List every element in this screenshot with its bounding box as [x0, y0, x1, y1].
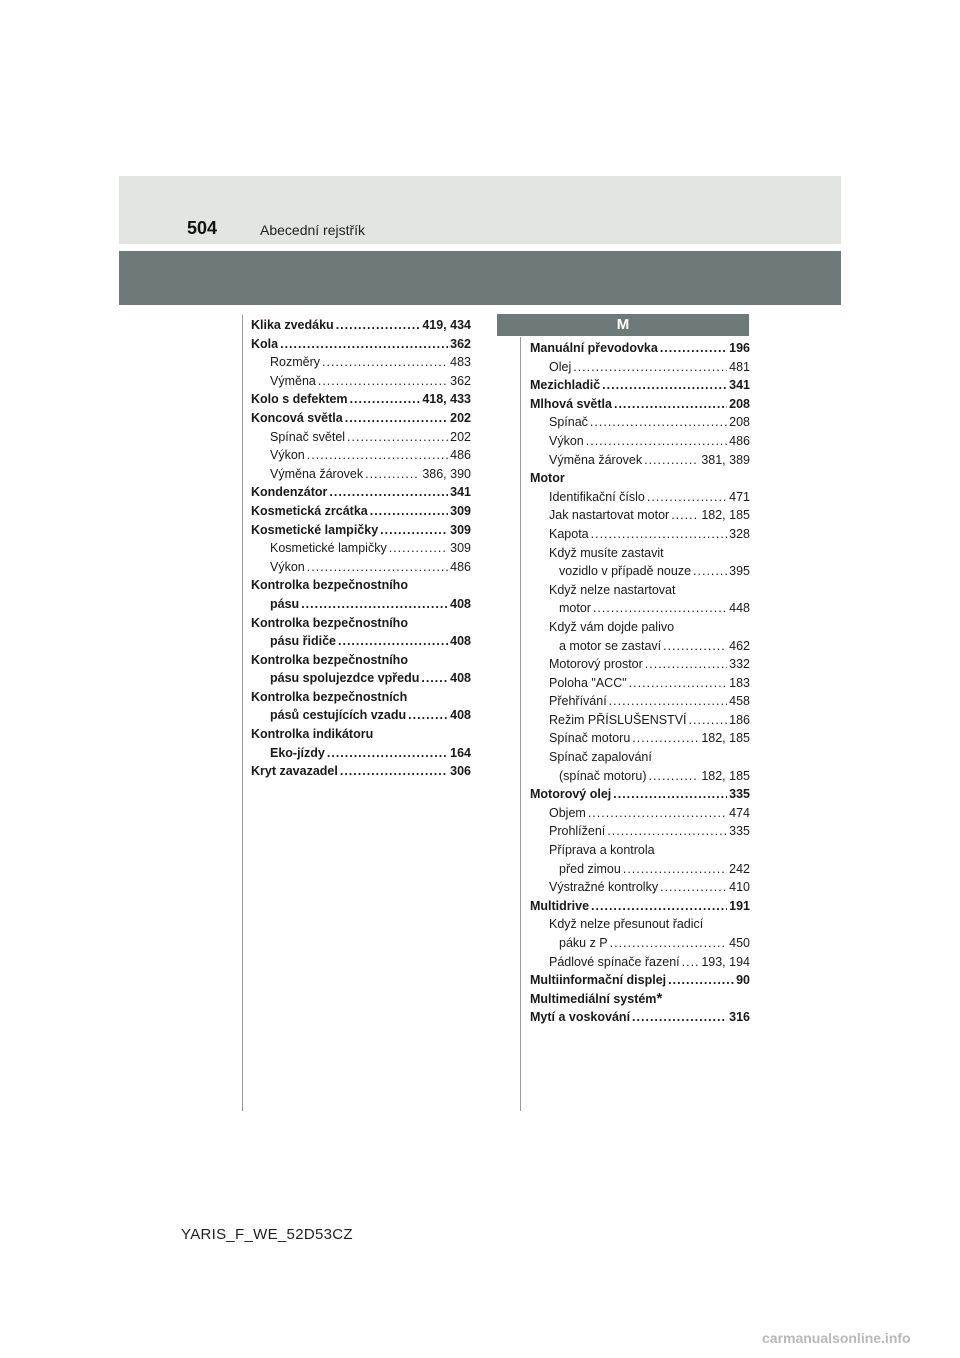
index-entry-page: 332	[729, 657, 750, 672]
leader-dots	[632, 1008, 727, 1027]
index-entry	[251, 558, 471, 577]
index-entry-page: 335	[729, 824, 750, 839]
index-entry	[530, 971, 750, 990]
index-entry	[251, 706, 471, 725]
index-entry-term: Kolo s defektem	[251, 392, 348, 407]
leader-dots	[573, 358, 727, 377]
index-entry-term: Pádlové spínače řazení	[549, 954, 680, 969]
index-entry-page: 471	[729, 489, 750, 504]
index-entry-term: Kapota	[549, 526, 589, 541]
index-entry	[530, 488, 750, 507]
index-entry-term: Když nelze přesunout řadicí	[549, 917, 704, 932]
index-entry	[530, 822, 750, 841]
index-entry	[530, 841, 750, 860]
index-entry-term: Výměna	[270, 373, 316, 388]
index-entry	[251, 353, 471, 372]
leader-dots	[689, 711, 728, 730]
index-entry	[530, 544, 750, 563]
leader-dots	[322, 353, 448, 372]
index-entry-page: 381, 389	[701, 452, 750, 467]
leader-dots	[668, 971, 734, 990]
leader-dots	[671, 506, 699, 525]
index-entry-page: 362	[450, 336, 471, 351]
index-entry-page: 202	[450, 410, 471, 425]
leader-dots	[607, 822, 727, 841]
index-entry	[251, 483, 471, 502]
index-entry	[530, 395, 750, 414]
index-entry-term: Multidrive	[530, 898, 590, 913]
index-entry-page: 335	[729, 787, 750, 802]
index-entry-page: 316	[729, 1010, 750, 1025]
index-entry	[530, 674, 750, 693]
leader-dots	[380, 521, 448, 540]
leader-dots	[632, 729, 699, 748]
index-entry-page: 182, 185	[701, 508, 750, 523]
index-entry	[251, 632, 471, 651]
index-entry-term: pásů cestujících vzadu	[270, 708, 407, 723]
index-entry	[530, 655, 750, 674]
index-entry-page: 410	[729, 880, 750, 895]
leader-dots	[408, 706, 448, 725]
index-entry-page: 341	[450, 485, 471, 500]
index-entry-term: Výměna žárovek	[270, 466, 364, 481]
watermark: carmanualsonline.info	[762, 1330, 911, 1346]
leader-dots	[588, 804, 727, 823]
index-entry	[530, 432, 750, 451]
index-entry	[251, 390, 471, 409]
index-entry-term: Kontrolka bezpečnostního	[251, 578, 408, 593]
index-entry-page: 418, 433	[422, 392, 471, 407]
leader-dots	[660, 339, 727, 358]
leader-dots	[307, 446, 448, 465]
index-entry	[530, 1008, 750, 1027]
index-entry	[251, 446, 471, 465]
index-entry	[530, 637, 750, 656]
index-entry-page: 395	[729, 564, 750, 579]
index-entry	[530, 804, 750, 823]
index-entry-term: vozidlo v případě nouze	[559, 564, 692, 579]
index-entry	[530, 599, 750, 618]
leader-dots	[644, 451, 699, 470]
leader-dots	[586, 432, 727, 451]
index-entry-term: Kontrolka bezpečnostního	[251, 615, 408, 630]
leader-dots	[336, 316, 421, 335]
index-entry-term: Multimediální systém	[530, 991, 657, 1006]
index-entry-term: Kosmetická zrcátka	[251, 503, 368, 518]
index-entry	[530, 785, 750, 804]
index-entry-term: Výkon	[270, 448, 305, 463]
index-entry-page: 486	[729, 433, 750, 448]
index-entry	[251, 688, 471, 707]
index-entry-term: páku z P	[559, 936, 608, 950]
index-entry-term: Klika zvedáku	[251, 318, 334, 332]
index-entry	[251, 465, 471, 484]
index-entry	[251, 409, 471, 428]
index-entry	[530, 711, 750, 730]
index-entry	[530, 413, 750, 432]
index-entry-term: Výkon	[270, 559, 305, 574]
leader-dots	[614, 395, 727, 414]
index-entry-term: Výměna žárovek	[549, 452, 643, 467]
index-entry-term: Jak nastartovat motor	[549, 508, 670, 523]
index-entry-term: Kryt zavazadel	[251, 764, 338, 779]
index-entry	[530, 748, 750, 767]
index-entry-page: 486	[450, 448, 471, 463]
index-entry	[530, 358, 750, 377]
leader-dots	[593, 599, 727, 618]
leader-dots	[370, 502, 448, 521]
leader-dots	[610, 934, 728, 953]
document-code: YARIS_F_WE_52D53CZ	[181, 1226, 353, 1243]
index-entry-term: Spínač	[549, 415, 588, 430]
index-entry-term: Spínač zapalování	[549, 750, 652, 765]
index-entry-term: Když musíte zastavit	[549, 545, 664, 560]
index-entry-term: Když vám dojde palivo	[549, 619, 675, 634]
index-entry-page: 164	[450, 745, 471, 760]
index-entry	[530, 451, 750, 470]
index-entry-page: 182, 185	[701, 768, 750, 783]
page-number: 504	[187, 218, 218, 238]
index-entry-term: Spínač motoru	[549, 731, 631, 746]
index-entry	[251, 595, 471, 614]
index-entry-page: 408	[450, 634, 471, 649]
index-entry	[251, 651, 471, 670]
index-entry-page: 196	[729, 341, 750, 355]
leader-dots	[347, 428, 448, 447]
leader-dots	[338, 632, 448, 651]
index-entry-page: 386, 390	[422, 466, 471, 481]
index-entry-term: a motor se zastaví	[559, 638, 662, 653]
index-entry-page: 448	[729, 601, 750, 616]
index-entry	[530, 915, 750, 934]
index-entry-term: Přehřívání	[549, 694, 607, 709]
index-entry-term: Mlhová světla	[530, 396, 612, 411]
index-entry-page: 458	[729, 694, 750, 709]
index-entry-page: 486	[450, 559, 471, 574]
index-entry-page: 191	[729, 898, 750, 913]
index-entry-term: Mytí a voskování	[530, 1010, 631, 1025]
index-entry-page: 309	[450, 503, 471, 518]
index-entry-page: 462	[729, 638, 750, 653]
index-entry	[251, 521, 471, 540]
index-entry-term: Multiinformační displej	[530, 973, 667, 988]
index-entry-term: Objem	[549, 805, 586, 820]
index-entry-term: Manuální převodovka	[530, 341, 658, 355]
column-divider-middle	[520, 337, 521, 1111]
leader-dots	[613, 785, 727, 804]
index-entry-term: Režim PŘÍSLUŠENSTVÍ	[549, 712, 687, 727]
index-entry-term: Prohlížení	[549, 824, 606, 839]
index-entry-term: pásu	[270, 596, 300, 611]
index-entry-term: Příprava a kontrola	[549, 843, 655, 858]
index-entry-term: pásu řidiče	[270, 634, 336, 649]
index-entry-term: Mezichladič	[530, 378, 601, 393]
index-entry-page: 419, 434	[422, 318, 471, 332]
index-entry-term: Motorový olej	[530, 787, 612, 802]
leader-dots	[365, 465, 420, 484]
index-entry	[530, 953, 750, 972]
index-entry-page: 193, 194	[701, 954, 750, 969]
index-entry-term: Olej	[549, 359, 572, 374]
index-entry-term: Poloha "ACC"	[549, 675, 627, 690]
index-column-right	[530, 339, 750, 1027]
index-entry-page: 186	[729, 712, 750, 727]
index-entry-term: Eko-jízdy	[270, 745, 325, 760]
leader-dots	[280, 335, 448, 354]
index-entry-term: pásu spolujezdce vpředu	[270, 671, 420, 686]
index-entry-term: (spínač motoru)	[559, 768, 647, 783]
index-entry-term: Spínač světel	[270, 429, 346, 444]
index-entry-page: 483	[450, 355, 471, 370]
index-entry	[251, 614, 471, 633]
index-entry-page: 408	[450, 671, 471, 686]
index-entry-page: 242	[729, 861, 750, 876]
index-entry	[530, 376, 750, 395]
index-entry-term: Kontrolka bezpečnostních	[251, 689, 408, 704]
index-entry-page: 208	[729, 415, 750, 430]
header-dark-bar	[119, 251, 841, 305]
index-entry	[251, 725, 471, 744]
index-entry-page: 309	[450, 541, 471, 556]
index-entry-term: Kosmetické lampičky	[251, 522, 379, 537]
index-entry-page: 309	[450, 522, 471, 537]
index-entry	[530, 860, 750, 879]
index-column-left	[251, 316, 471, 781]
leader-dots	[647, 488, 727, 507]
index-entry-page: 202	[450, 429, 471, 444]
leader-dots	[591, 897, 727, 916]
index-entry	[530, 339, 750, 358]
index-entry-term: Kosmetické lampičky	[270, 541, 387, 556]
index-entry-term: Kondenzátor	[251, 485, 328, 500]
index-entry-term: Rozměry	[270, 355, 321, 370]
index-entry	[530, 525, 750, 544]
index-entry	[251, 744, 471, 763]
index-entry	[530, 767, 750, 786]
leader-dots	[421, 669, 448, 688]
leader-dots	[590, 413, 727, 432]
letter-section-header: M	[497, 314, 749, 336]
index-entry	[530, 897, 750, 916]
leader-dots	[693, 562, 727, 581]
index-entry-page: 408	[450, 708, 471, 723]
leader-dots	[345, 409, 448, 428]
leader-dots	[660, 878, 727, 897]
section-title: Abecední rejstřík	[260, 222, 366, 238]
index-entry	[530, 618, 750, 637]
index-entry	[530, 934, 750, 953]
index-entry-page: 208	[729, 396, 750, 411]
index-entry-page: 450	[729, 936, 750, 950]
leader-dots	[682, 953, 700, 972]
index-entry-page: 90	[736, 973, 750, 988]
leader-dots	[602, 376, 727, 395]
leader-dots	[329, 483, 448, 502]
index-entry	[530, 562, 750, 581]
index-entry-page: 183	[729, 675, 750, 690]
leader-dots	[327, 744, 448, 763]
index-entry	[251, 576, 471, 595]
index-entry	[251, 762, 471, 781]
leader-dots	[649, 767, 700, 786]
index-entry-term: Koncová světla	[251, 410, 343, 425]
leader-dots	[609, 692, 727, 711]
index-entry	[530, 729, 750, 748]
index-entry-page: 182, 185	[701, 731, 750, 746]
index-entry-term: Kontrolka bezpečnostního	[251, 652, 408, 667]
index-entry-page: 328	[729, 526, 750, 541]
leader-dots	[629, 674, 727, 693]
leader-dots	[645, 655, 727, 674]
leader-dots	[350, 390, 421, 409]
index-entry-page: 408	[450, 596, 471, 611]
index-entry	[251, 669, 471, 688]
index-entry	[251, 502, 471, 521]
leader-dots	[389, 539, 448, 558]
leader-dots	[301, 595, 448, 614]
leader-dots	[318, 372, 448, 391]
index-entry	[530, 878, 750, 897]
index-entry-term: Kontrolka indikátoru	[251, 727, 374, 742]
index-entry	[251, 316, 471, 335]
leader-dots	[663, 637, 727, 656]
index-entry-term: Kola	[251, 336, 279, 351]
index-entry-term: Výkon	[549, 433, 584, 448]
leader-dots	[623, 860, 727, 879]
leader-dots	[340, 762, 448, 781]
leader-dots	[591, 525, 728, 544]
index-entry	[251, 335, 471, 354]
index-entry	[251, 372, 471, 391]
index-entry-term: před zimou	[559, 861, 621, 876]
index-entry-term: Motor	[530, 471, 565, 486]
index-entry-page: 362	[450, 373, 471, 388]
index-entry-term: motor	[559, 601, 591, 616]
index-entry-page: 306	[450, 764, 471, 779]
index-entry-term: Motorový prostor	[549, 657, 643, 672]
leader-dots	[307, 558, 448, 577]
header-band	[119, 176, 841, 244]
index-entry-page: 341	[729, 378, 750, 393]
index-entry-term: Když nelze nastartovat	[549, 582, 676, 597]
index-entry: Multimediální systém *	[530, 989, 663, 1007]
index-entry-page: 474	[729, 805, 750, 820]
index-entry	[530, 506, 750, 525]
index-entry-page: 481	[729, 359, 750, 374]
index-entry	[530, 692, 750, 711]
index-entry	[251, 428, 471, 447]
index-entry	[530, 469, 750, 488]
index-entry-term: Výstražné kontrolky	[549, 880, 659, 895]
index-entry	[530, 581, 750, 600]
index-entry-term: Identifikační číslo	[549, 489, 645, 504]
index-entry	[251, 539, 471, 558]
column-divider-left	[242, 315, 243, 1111]
